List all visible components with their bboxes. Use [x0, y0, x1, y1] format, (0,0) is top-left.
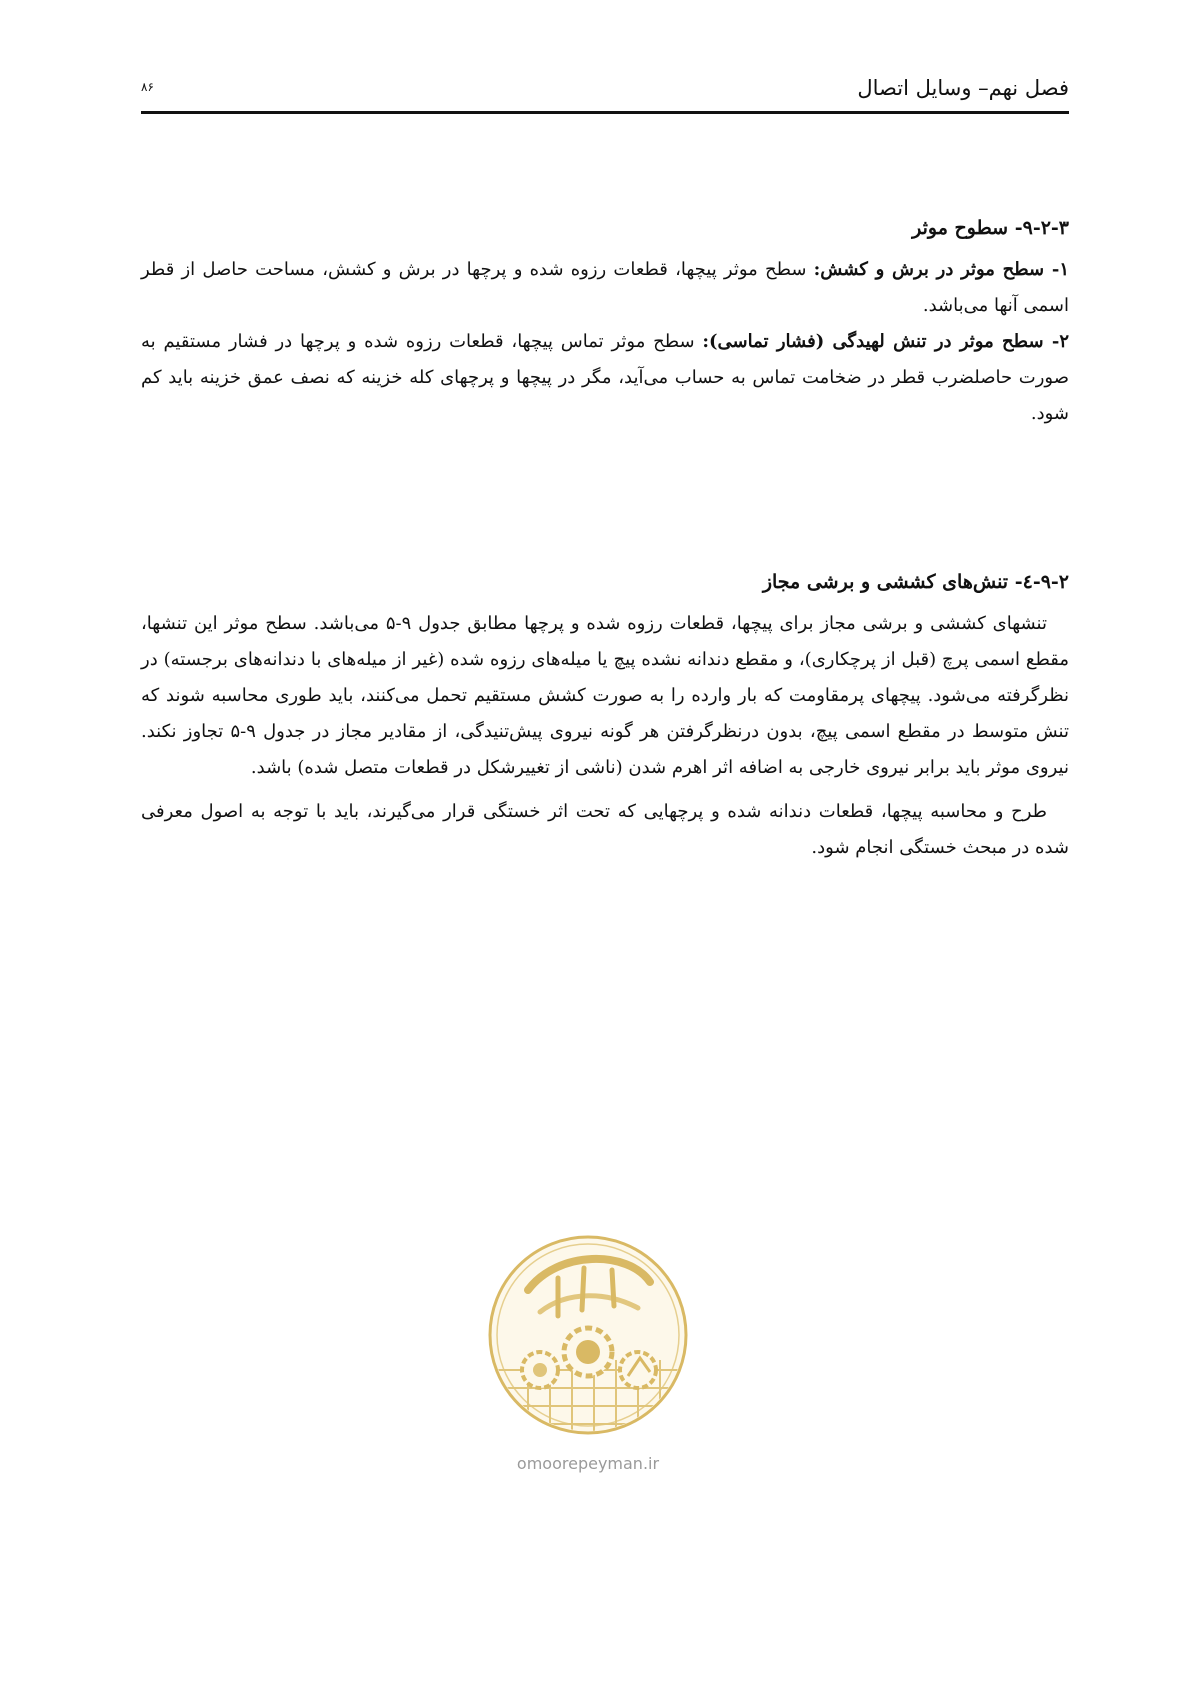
website-caption: omoorepeyman.ir [516, 1454, 660, 1473]
seal-emblem-icon [488, 1220, 688, 1450]
paragraph-fatigue: طرح و محاسبه پیچها، قطعات دندانه شده و پرچهایی که تحت اثر خستگی قرار می‌گیرند، باید با توجه به اصول معرفی شده در مبحث خستگی انجام شود. [141, 801, 1069, 858]
item-text: سطح موثر تماس پیچها، قطعات رزوه شده و پرچها در فشار مستقیم به صورت حاصلضرب قطر در ضخامت تماس به حساب می‌آید، مگر در پیچها و پرچهای کله خزینه که نصف عمق خزینه باید کم شود. [141, 331, 1069, 424]
paragraph-shear-tension-area [141, 252, 1069, 324]
header-divider [141, 111, 1069, 114]
item-label: ۲- سطح موثر در تنش لهیدگی (فشار تماسی): [702, 331, 1069, 352]
paragraph-allowable-stresses: تنشهای کششی و برشی مجاز برای پیچها، قطعات رزوه شده و پرچها مطابق جدول ۹-۵ می‌باشد. سطح موثر این تنشها، مقطع اسمی پرچ (قبل از پرچکاری)، و مقطع دندانه نشده پیچ یا میله‌های رزوه شده (غیر از میله‌های با دندانه‌های برجسته) در نظرگرفته می‌شود. پیچهای پرمقاومت که بار وارده را به صورت کشش مستقیم تحمل می‌کنند، باید طوری محاسبه شوند که تنش متوسط در مقطع اسمی پیچ، بدون درنظرگرفتن هر گونه نیروی پیش‌تنیدگی، از مقادیر مجاز در جدول ۹-۵ تجاوز نکند. نیروی موثر باید برابر نیروی خارجی به اضافه اثر اهرم شدن (ناشی از تغییرشکل در قطعات متصل شده) باشد. [141, 613, 1069, 778]
item-text: سطح موثر پیچها، قطعات رزوه شده و پرچها در برش و کشش، مساحت حاصل از قطر اسمی آنها می‌باشد. [141, 259, 1069, 316]
page-header [141, 68, 1069, 114]
section-heading: ۹-۲-۳- سطوح موثر [912, 217, 1069, 239]
watermark-logo [488, 1220, 688, 1510]
item-label: ۱- سطح موثر در برش و کشش: [813, 259, 1070, 280]
chapter-title: فصل نهم– وسایل اتصال [857, 76, 1069, 100]
section-effective-areas [141, 212, 1069, 432]
section-heading: ۹-۲-٤- تنش‌های کششی و برشی مجاز [762, 571, 1069, 593]
page-number: ۸۶ [141, 80, 154, 94]
section-allowable-stresses [141, 566, 1069, 866]
paragraph-bearing-area [141, 324, 1069, 432]
